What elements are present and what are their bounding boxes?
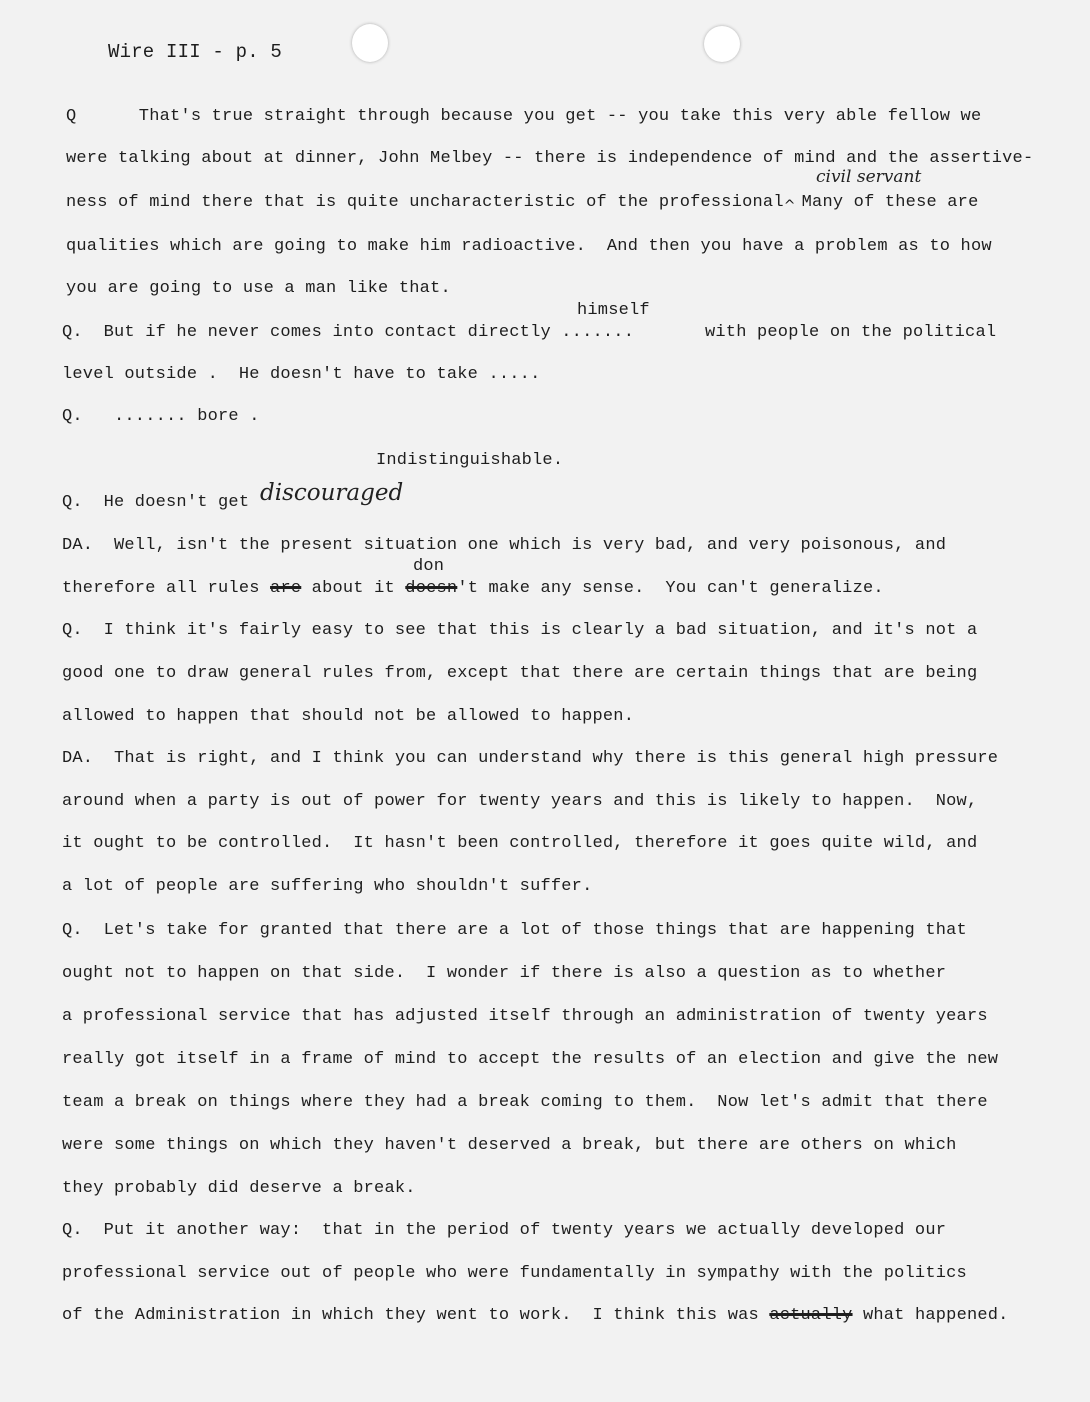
line-22: a professional service that has adjusted itself through an administration of twenty years (62, 1007, 988, 1026)
line-21: ought not to happen on that side. I wonder if there is also a question as to whether (62, 964, 947, 983)
line-3-text: ness of mind there that is quite uncharacteristic of the professional (66, 193, 784, 212)
line-25: were some things on which they haven't deserved a break, but there are others on which (62, 1136, 957, 1155)
interlinear-himself: himself (577, 301, 650, 320)
line-8: Q. ....... bore . (62, 407, 260, 426)
line-12: therefore all rules are about it doesn't make any sense. You can't generalize. (62, 579, 884, 598)
line-7: level outside . He doesn't have to take ..... (62, 365, 541, 384)
page-header: Wire III - p. 5 (108, 41, 283, 63)
line-17: around when a party is out of power for twenty years and this is likely to happen. Now, (62, 792, 978, 811)
handwritten-insertion-civil-servant: civil servant (816, 167, 922, 187)
line-20: Q. Let's take for granted that there are a lot of those things that are happening that (62, 921, 967, 940)
line-15: allowed to happen that should not be allowed to happen. (62, 707, 635, 726)
line-24: team a break on things where they had a break coming to them. Now let's admit that there (62, 1093, 988, 1112)
handwritten-discouraged: discouraged (260, 480, 404, 506)
line-11: DA. Well, isn't the present situation one which is very bad, and very poisonous, and (62, 536, 947, 555)
line-6b: with people on the political (705, 323, 997, 342)
line-4: qualities which are going to make him radioactive. And then you have a problem as to how (66, 237, 992, 256)
line-29: of the Administration in which they went to work. I think this was actually what happened. (62, 1306, 1009, 1325)
line-3-end: Many of these are (801, 193, 979, 212)
interlinear-don: don (413, 557, 445, 576)
punch-hole-left (352, 24, 388, 62)
line-19: a lot of people are suffering who shouldn't suffer. (62, 877, 593, 896)
line-3 (66, 193, 979, 214)
insertion-caret: ^ (783, 198, 796, 214)
line-27: Q. Put it another way: that in the period of twenty years we actually developed our (62, 1221, 947, 1240)
line-18: it ought to be controlled. It hasn't been controlled, therefore it goes quite wild, and (62, 834, 978, 853)
struck-are: are (270, 579, 302, 598)
line-26: they probably did deserve a break. (62, 1179, 416, 1198)
line-13: Q. I think it's fairly easy to see that this is clearly a bad situation, and it's not a (62, 621, 978, 640)
struck-does: doesn (405, 579, 458, 598)
line-28: professional service out of people who were fundamentally in sympathy with the politics (62, 1264, 967, 1283)
line-16: DA. That is right, and I think you can understand why there is this general high pressure (62, 749, 999, 768)
line-5: you are going to use a man like that. (66, 279, 451, 298)
line-6: Q. But if he never comes into contact directly ....... (62, 323, 635, 342)
indistinguishable-note: Indistinguishable. (376, 451, 564, 470)
line-2: were talking about at dinner, John Melbey -- there is independence of mind and the assertive- (66, 149, 1034, 168)
struck-actually: actually (769, 1306, 853, 1325)
line-14: good one to draw general rules from, except that there are certain things that are being (62, 664, 978, 683)
line-10: Q. He doesn't get (62, 493, 250, 512)
line-23: really got itself in a frame of mind to accept the results of an election and give the new (62, 1050, 999, 1069)
line-1: Q That's true straight through because you get -- you take this very able fellow we (66, 107, 982, 126)
punch-hole-right (704, 26, 740, 62)
